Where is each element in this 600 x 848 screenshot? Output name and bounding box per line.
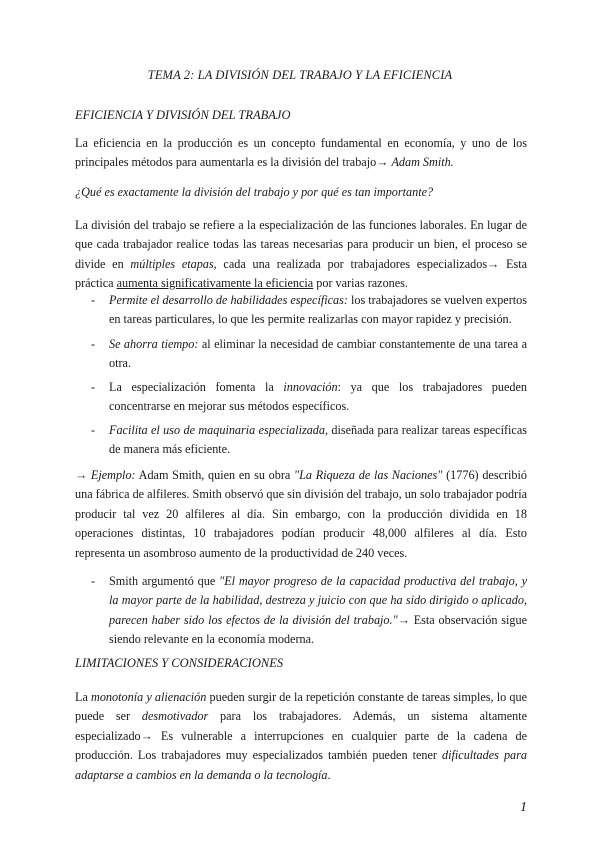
page-number: 1 [520,800,527,815]
bullet-item-maquinaria [91,421,527,460]
arrow-icon: → [75,468,91,482]
bullet-text: los trabajadores se vuelven expertos en tareas particulares, lo que les permite realizarlas con mayor rapidez y precisión. [109,293,527,327]
bullet-item-quote [91,572,527,650]
section-heading-limitaciones: LIMITACIONES Y CONSIDERACIONES [75,656,284,670]
book-title: "La Riqueza de las Naciones" [294,468,443,482]
bullet-text: al eliminar la necesidad de cambiar constantemente de una tarea a otra. [109,337,528,371]
bullet-dash: - [91,574,96,588]
quote-outro: → Esta observación sigue siendo relevante en la economía moderna. [109,612,527,647]
limit-italic-3: dificultades para adaptarse a cambios en la demanda o la tecnología [75,748,527,782]
limit-italic-1: monotonía y alienación [91,690,207,704]
bullet-dash: - [91,293,96,307]
intro-text: La eficiencia en la producción es un concepto fundamental en economía, y uno de los principales métodos para aumentarla es la división del trabajo→ [75,136,527,170]
bullet-italic: Permite el desarrollo de habilidades específicas: [109,293,348,307]
limitations-paragraph [75,688,527,785]
bullet-dash: - [91,337,96,351]
bullet-item-innovacion [91,378,527,417]
bullet-item-tiempo [91,335,527,374]
example-paragraph [75,466,527,563]
bullet-dash: - [91,423,96,437]
division-text-3: por varias razones. [313,276,408,291]
bullet-italic: Facilita el uso de maquinaria especializada [109,423,325,437]
bullet-dash: - [91,380,96,394]
limit-text-4: . [327,767,331,782]
bullet-italic: innovación [283,380,338,394]
bullet-item-habilidades [91,291,527,330]
bullet-pre: La especialización fomenta la [109,380,284,394]
intro-paragraph [75,134,527,173]
bullet-italic: Se ahorra tiempo: [109,337,199,351]
division-text-2: , cada una realizada por trabajadores especializados→ Esta práctica [75,256,527,291]
example-text-1: Adam Smith, quien en su obra [135,468,295,482]
smith-quote: "El mayor progreso de la capacidad productiva del trabajo, y la mayor parte de la habilidad, destreza y juicio con que ha sido dirigido o aplicado, parecen haber sido los efectos de la división del trabajo." [109,574,527,627]
quote-intro: Smith argumentó que [109,574,220,588]
intro-author: Adam Smith. [391,155,454,170]
page-title: TEMA 2: LA DIVISIÓN DEL TRABAJO Y LA EFICIENCIA [147,68,453,82]
limit-italic-2: desmotivador [141,709,209,724]
bullet-text: : ya que los trabajadores pueden concentrarse en mejorar sus métodos específicos. [109,380,527,414]
example-label: Ejemplo: [90,468,136,482]
example-text-2: (1776) describió una fábrica de alfileres. Smith observó que sin división del trabajo, un solo trabajador podría producir tal vez 20 alfileres al día. Sin embargo, con la producción dividida en 18 operaciones distintas, 10 trabajadores podían producir 48,000 alfileres al día. Esto representa un asombroso aumento de la productividad de 240 veces. [75,468,528,560]
limit-text-1: La [75,690,92,704]
limit-text-3: para los trabajadores. Además, un sistema altamente especializado→ Es vulnerable a interrupciones en cualquier parte de la cadena de producción. Los trabajadores muy especializados también pueden tener [75,709,528,763]
question-heading: ¿Qué es exactamente la división del trabajo y por qué es tan importante? [75,185,434,199]
division-paragraph [75,216,527,294]
division-text-1: La división del trabajo se refiere a la especialización de las funciones laborales. En lugar de que cada trabajador realice todas las tareas necesarias para producir un bien, el proceso se divide en [75,218,527,271]
limit-text-2: pueden surgir de la repetición constante de tareas simples, lo que puede ser [75,690,527,724]
bullet-text: , diseñada para realizar tareas específicas de manera más eficiente. [109,423,527,457]
division-text-underlined: aumenta significativamente la eficiencia [116,276,314,291]
section-heading-eficiencia: EFICIENCIA Y DIVISIÓN DEL TRABAJO [75,108,291,122]
division-text-italic: múltiples etapas [130,256,214,271]
